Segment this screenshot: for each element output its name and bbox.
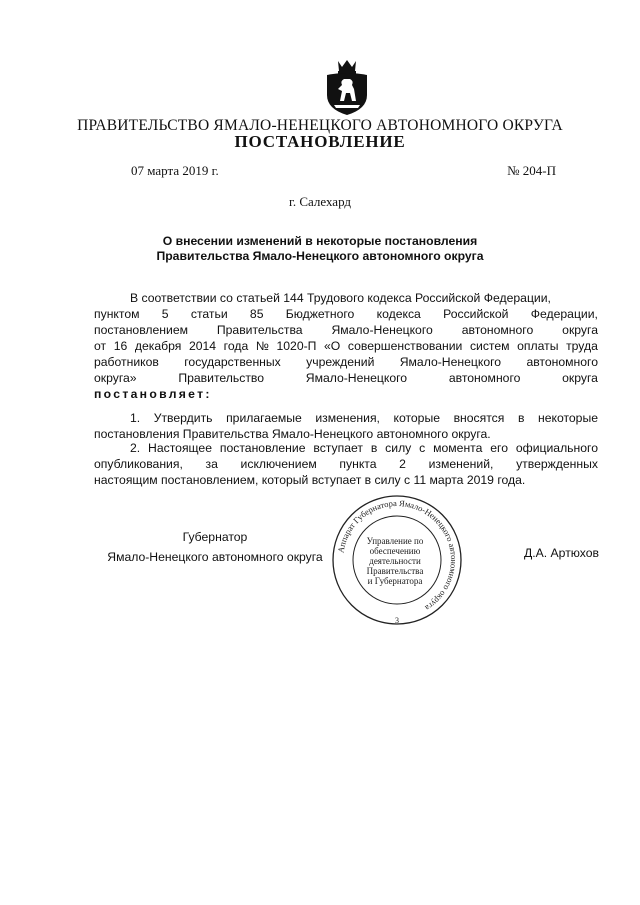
subject-line: О внесении изменений в некоторые постановления	[162, 234, 478, 248]
word: Федерации,	[530, 307, 598, 321]
word: некоторые	[537, 411, 598, 425]
word: автономного	[526, 355, 598, 369]
stamp-line: Правительства	[366, 566, 424, 576]
stamp-line: деятельности	[369, 556, 421, 566]
word: 85	[249, 307, 264, 321]
word: Ямало-Ненецкого	[331, 323, 433, 337]
word: декабря	[134, 339, 182, 353]
government-title: ПРАВИТЕЛЬСТВО ЯМАЛО-НЕНЕЦКОГО АВТОНОМНОГО ОКРУГА	[77, 117, 563, 134]
body-line	[94, 457, 598, 473]
word: Российской	[443, 307, 509, 321]
word: 1.	[130, 411, 141, 425]
word: 16	[113, 339, 128, 353]
word: труда	[566, 339, 598, 353]
word: кодекса	[376, 307, 421, 321]
word: вступает	[313, 441, 363, 455]
body-text: В соответствии со статьей 144 Трудового кодекса Российской Федерации,	[130, 291, 551, 305]
word: пункта	[339, 457, 377, 471]
word: автономного	[461, 323, 534, 337]
body-line	[94, 387, 598, 403]
document-date: 07 марта 2019 г.	[131, 163, 219, 178]
word: округа	[562, 371, 598, 385]
signatory-name: Д.А. Артюхов	[524, 546, 599, 560]
document-number: № 204-П	[507, 163, 556, 178]
stamp-number: 3	[395, 616, 399, 625]
word: систем	[469, 339, 510, 353]
stamp-center	[350, 536, 440, 586]
body-line	[94, 355, 598, 371]
body-line	[130, 441, 598, 457]
word: 2	[399, 457, 406, 471]
resolves-word: постановляет:	[94, 387, 212, 401]
word: совершенствовании	[347, 339, 463, 353]
coat-of-arms-icon	[322, 57, 372, 117]
body-line	[94, 371, 598, 387]
word: 2.	[130, 441, 141, 455]
body-line	[94, 339, 598, 355]
word: исключением	[240, 457, 317, 471]
position-line: Губернатор	[182, 530, 248, 544]
word: его	[490, 441, 509, 455]
word: государственных	[184, 355, 281, 369]
word: от	[94, 339, 107, 353]
body-text: постановления Правительства Ямало-Ненецкого автономного округа.	[94, 427, 491, 441]
word: учреждений	[306, 355, 375, 369]
document-type: ПОСТАНОВЛЕНИЕ	[234, 132, 406, 151]
document-city: г. Салехард	[288, 194, 352, 209]
word: в	[517, 411, 525, 425]
word: силу	[385, 441, 412, 455]
word: Настоящее	[148, 441, 212, 455]
word: Утвердить	[153, 411, 213, 425]
word: Правительство	[178, 371, 265, 385]
stamp-line: обеспечению	[369, 546, 421, 556]
word: Ямало-Ненецкого	[399, 355, 502, 369]
body-line	[94, 307, 598, 323]
word: №	[255, 339, 269, 353]
word: постановление	[219, 441, 306, 455]
word: Правительства	[216, 323, 303, 337]
position-line: Ямало-Ненецкого автономного округа	[107, 550, 323, 564]
word: прилагаемые	[226, 411, 302, 425]
word: округа»	[94, 371, 137, 385]
word: постановлением	[94, 323, 188, 337]
word: 2014	[188, 339, 217, 353]
body-line	[130, 291, 598, 307]
word: статьи	[190, 307, 228, 321]
word: Бюджетного	[285, 307, 355, 321]
document-subject	[0, 234, 640, 264]
body-line	[94, 473, 598, 489]
word: «О	[324, 339, 341, 353]
word: официального	[515, 441, 598, 455]
word: автономного	[448, 371, 521, 385]
subject-line: Правительства Ямало-Ненецкого автономного округа	[156, 249, 484, 263]
stamp-ring-text: Аппарат Губернатора Ямало-Ненецкого автономного округа	[335, 497, 460, 614]
body-line	[94, 323, 598, 339]
word: оплаты	[517, 339, 559, 353]
word: 1020-П	[276, 339, 317, 353]
stamp-line: Управление по	[366, 536, 424, 546]
word: работников	[94, 355, 159, 369]
word: округа	[562, 323, 598, 337]
word: Ямало-Ненецкого	[305, 371, 408, 385]
stamp-line: и Губернатора	[367, 576, 423, 586]
word: изменения,	[315, 411, 380, 425]
word: утвержденных	[516, 457, 598, 471]
word: пунктом	[94, 307, 140, 321]
body-line	[130, 411, 598, 427]
word: в	[370, 441, 378, 455]
word: вносятся	[453, 411, 505, 425]
word: с	[419, 441, 426, 455]
word: за	[205, 457, 218, 471]
signatory-position	[95, 527, 335, 567]
word: изменений,	[428, 457, 494, 471]
word: которые	[393, 411, 441, 425]
word: опубликования,	[94, 457, 183, 471]
word: 5	[161, 307, 169, 321]
word: года	[223, 339, 249, 353]
word: момента	[433, 441, 483, 455]
body-text: настоящим постановлением, который вступает в силу с 11 марта 2019 года.	[94, 473, 526, 487]
